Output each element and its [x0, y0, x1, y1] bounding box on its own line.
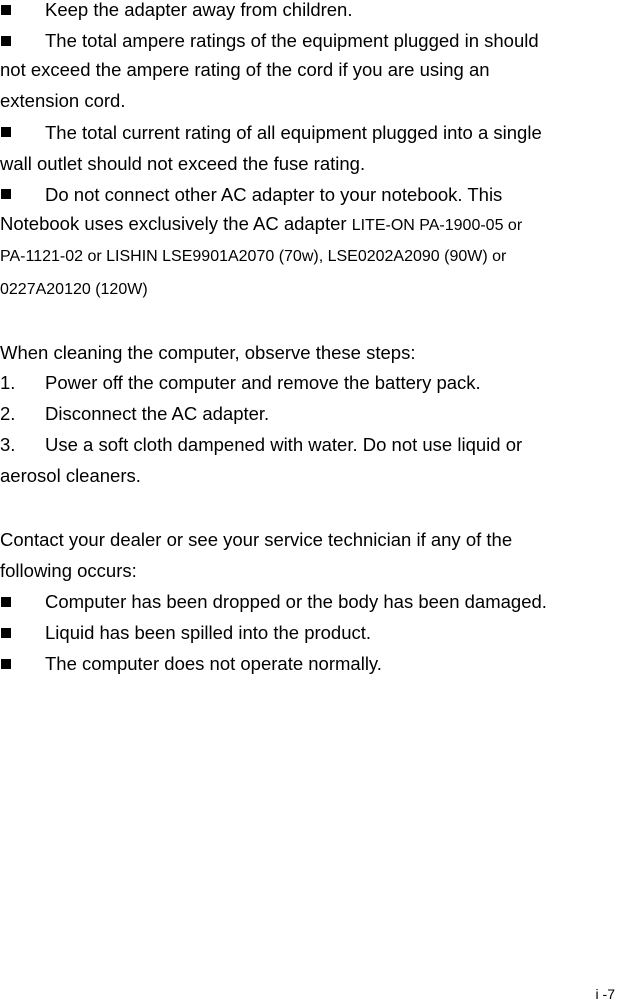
adapter-models: PA-1121-02 or LISHIN LSE9901A2070 (70w), LSE0202A2090 (90W) or [0, 248, 507, 265]
bullet-square-icon [1, 189, 11, 199]
bullet-text-continuation: extension cord. [0, 90, 126, 111]
bullet-text-continuation [0, 215, 522, 234]
bullet-text: The total current rating of all equipment plugged into a single [45, 122, 542, 143]
bullet-text-continuation: not exceed the ampere rating of the cord if you are using an [0, 59, 490, 80]
bullet-square-icon [1, 36, 11, 46]
service-item: Computer has been dropped or the body has been damaged. [45, 591, 547, 612]
step-number: 2. [0, 403, 16, 424]
bullet-text: The total ampere ratings of the equipment plugged in should [45, 30, 539, 51]
bullet-square-icon [1, 127, 11, 137]
step-text-continuation: aerosol cleaners. [0, 465, 141, 486]
bullet-square-icon [1, 597, 11, 607]
step-text: Disconnect the AC adapter. [45, 403, 270, 424]
step-number: 3. [0, 434, 16, 455]
service-intro: Contact your dealer or see your service technician if any of the [0, 529, 513, 550]
step-text: Power off the computer and remove the battery pack. [45, 372, 481, 393]
step-number: 1. [0, 372, 16, 393]
adapter-models: 0227A20120 (120W) [0, 281, 148, 298]
bullet-square-icon [1, 659, 11, 669]
service-item: The computer does not operate normally. [45, 653, 382, 674]
bullet-square-icon [1, 628, 11, 638]
bullet-text: Do not connect other AC adapter to your notebook. This [45, 184, 503, 205]
adapter-sentence: Notebook uses exclusively the AC adapter [0, 213, 352, 234]
bullet-text-continuation: wall outlet should not exceed the fuse rating. [0, 153, 366, 174]
adapter-models: LITE-ON PA-1900-05 or [351, 217, 523, 234]
service-intro: following occurs: [0, 560, 137, 581]
page-number: i -7 [595, 986, 615, 1002]
bullet-text: Keep the adapter away from children. [45, 0, 353, 20]
step-text: Use a soft cloth dampened with water. Do not use liquid or [45, 434, 523, 455]
cleaning-intro: When cleaning the computer, observe these steps: [0, 342, 416, 363]
service-item: Liquid has been spilled into the product. [45, 622, 372, 643]
bullet-square-icon [1, 5, 11, 15]
